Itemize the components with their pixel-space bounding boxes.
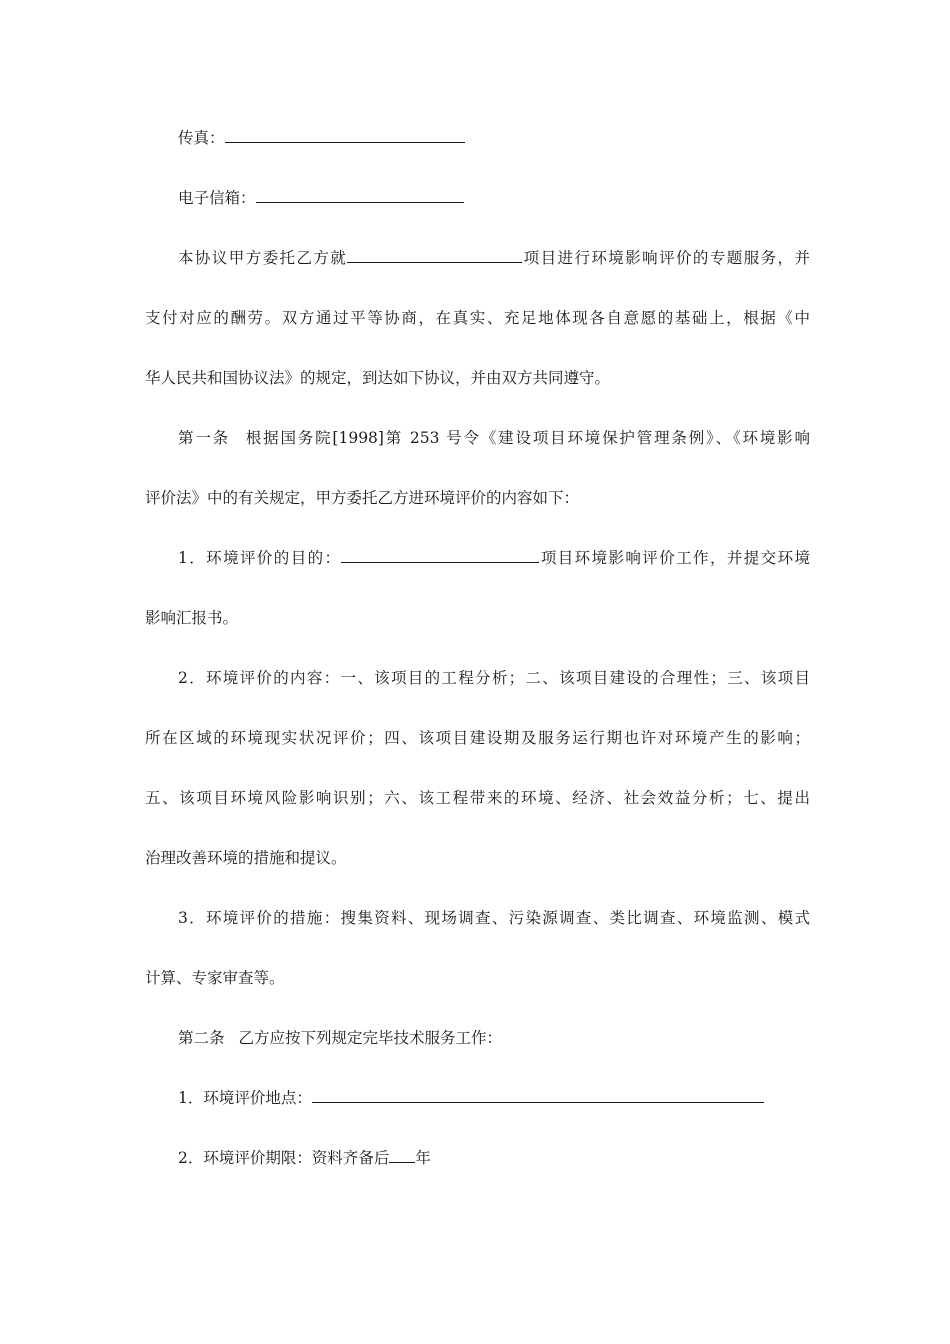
period-text-a: 2．环境评价期限：资料齐备后 (178, 1149, 390, 1167)
intro-line-2: 支付对应的酬劳。双方通过平等协商，在真实、充足地体现各自意愿的基础上，根据《中 (145, 309, 810, 327)
project-name-blank[interactable] (347, 247, 522, 263)
period-text-b: 年 (415, 1149, 431, 1167)
item2-line-2: 所在区域的环境现实状况评价；四、该项目建设期及服务运行期也许对环境产生的影响； (145, 729, 810, 747)
item2-line-3: 五、该项目环境风险影响识别；六、该工程带来的环境、经济、社会效益分析；七、提出 (145, 789, 810, 807)
article1-line-2: 评价法》中的有关规定，甲方委托乙方进环境评价的内容如下： (145, 489, 580, 507)
item3-line-2: 计算、专家审查等。 (145, 969, 285, 987)
email-line (178, 187, 810, 209)
item2-line-1: 2．环境评价的内容：一、该项目的工程分析；二、该项目建设的合理性；三、该项目 (178, 669, 810, 687)
period-line (178, 1147, 810, 1169)
item2-line-4: 治理改善环境的措施和提议。 (145, 849, 347, 867)
period-years-blank[interactable] (389, 1147, 415, 1163)
article2-line (178, 1027, 810, 1049)
intro-text-a: 本协议甲方委托乙方就 (178, 249, 348, 267)
article1-line-1 (178, 427, 810, 449)
item1-text-a: 1．环境评价的目的： (178, 549, 342, 567)
location-line (178, 1087, 810, 1109)
email-blank[interactable] (256, 187, 464, 203)
intro-line-1 (178, 247, 810, 269)
item1-text-b: 项目环境影响评价工作，并提交环境 (539, 549, 810, 567)
article1-text-a: 根据国务院[1998]第 253 号令《建设项目环境保护管理条例》、《环境影响 (243, 429, 810, 447)
article1-title: 第一条 (178, 429, 230, 447)
article2-title: 第二条 (178, 1029, 225, 1047)
fax-line (178, 127, 810, 149)
intro-line-3: 华人民共和国协议法》的规定，到达如下协议，并由双方共同遵守。 (145, 369, 611, 387)
item1-line-2: 影响汇报书。 (145, 609, 239, 627)
intro-text-b: 项目进行环境影响评价的专题服务，并 (522, 249, 810, 267)
purpose-blank[interactable] (341, 547, 539, 563)
location-label: 1．环境评价地点： (178, 1089, 312, 1107)
item1-line-1 (178, 547, 810, 569)
item3-line-1: 3．环境评价的措施：搜集资料、现场调查、污染源调查、类比调查、环境监测、模式 (178, 909, 810, 927)
location-blank[interactable] (312, 1087, 764, 1103)
fax-blank[interactable] (225, 127, 465, 143)
fax-label: 传真： (178, 129, 225, 147)
email-label: 电子信箱： (178, 189, 256, 207)
article2-text: 乙方应按下列规定完毕技术服务工作： (238, 1029, 503, 1047)
